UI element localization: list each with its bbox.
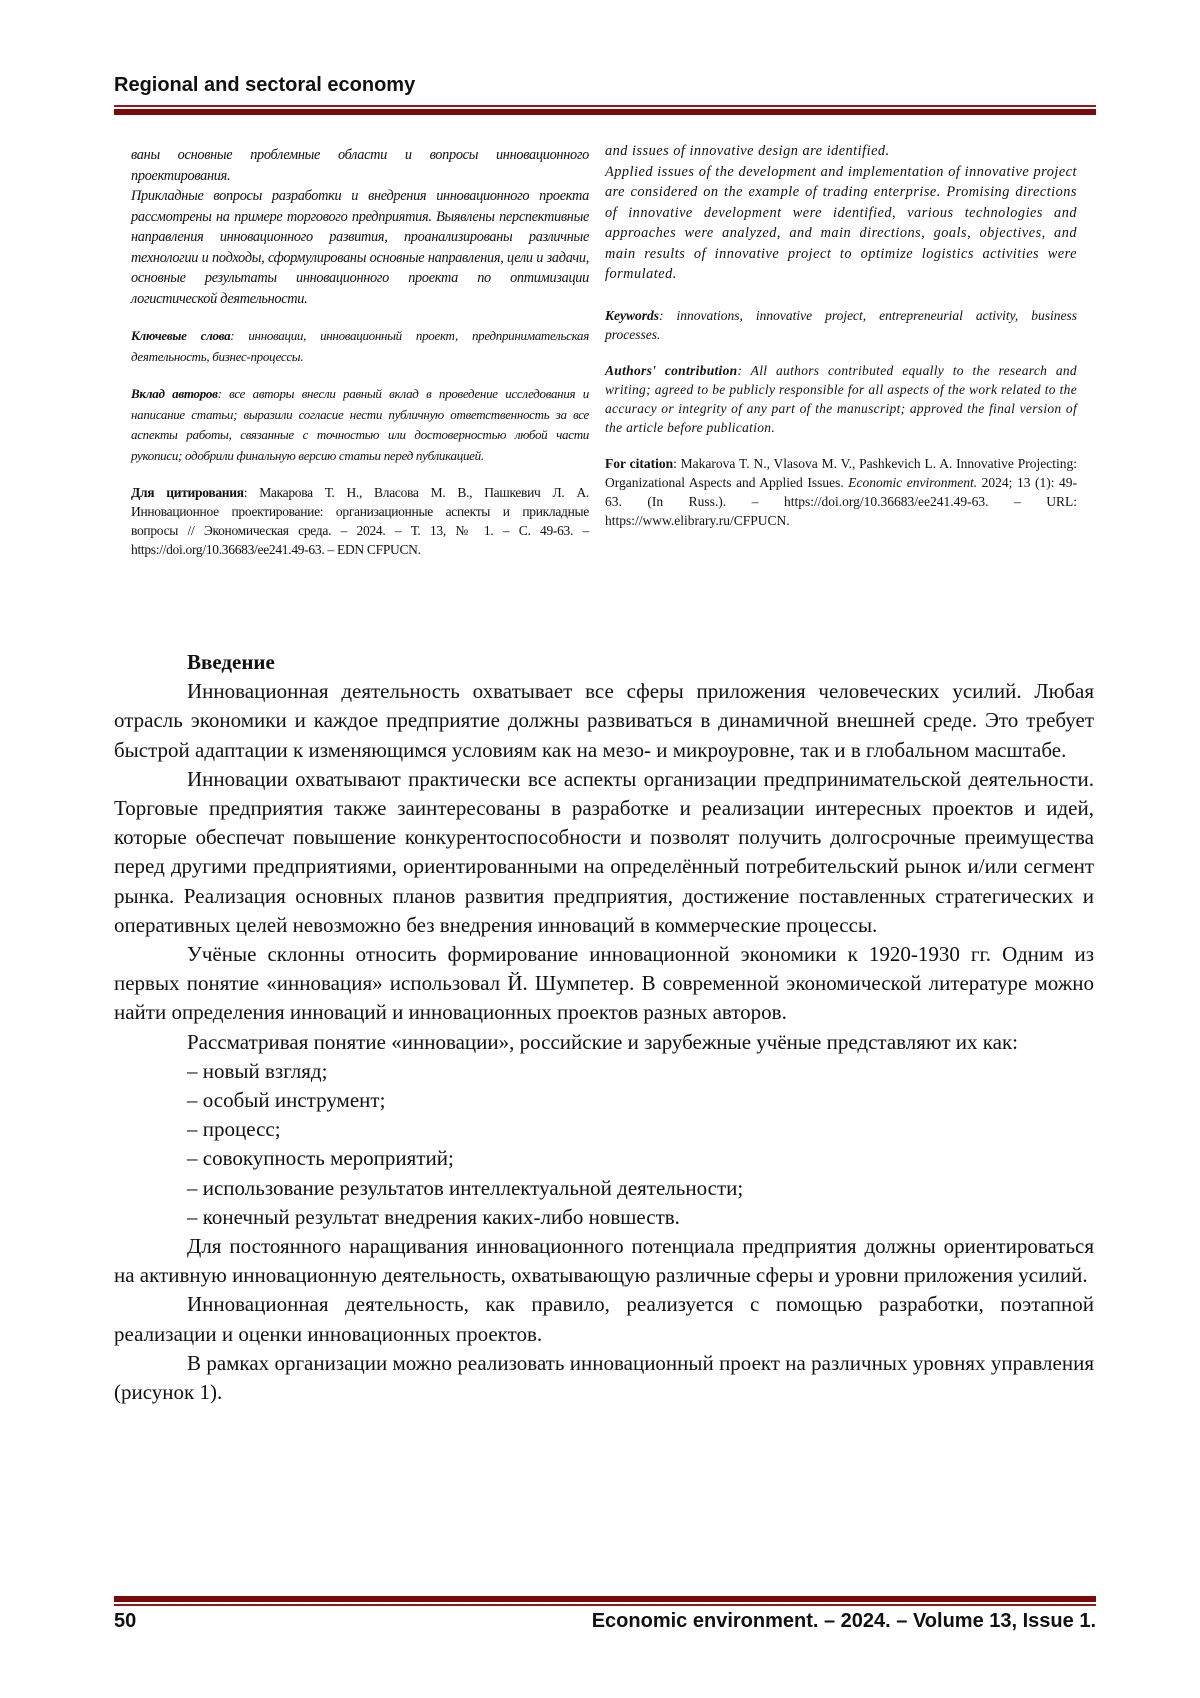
journal-footer: Economic environment. – 2024. – Volume 13, Issue 1. [592,1610,1096,1633]
keywords: : инновации, инновационный проект, предпринимательская деятельность, бизнес-процессы. [131,328,589,364]
header-rule [114,105,1096,115]
citation-journal: Economic environment. [848,475,977,490]
abstract-en [605,141,1077,547]
contribution-label: Вклад авторов [131,386,218,401]
paragraph: Учёные склонны относить формирование инновационной экономики к 1920-1930 гг. Одним из первых понятие «инновация» использовал Й. Шумпетер. В современной экономической литературе можно найти определения инноваций и инновационных проектов разных авторов. [114,940,1094,1028]
citation: : Макарова Т. Н., Власова М. В., Пашкевич Л. А. Инновационное проектирование: организационные аспекты и прикладные вопросы // Экономическая среда. – 2024. – Т. 13, № 1. – С. 49-63. – https://doi.org/10.36683/ee241.49-63. – EDN CFPUCN. [131,485,589,557]
section-heading: Введение [187,648,1094,677]
abstract-ru [131,145,589,576]
contribution-label: Authors' contribution [605,363,737,378]
paragraph: Инновации охватывают практически все аспекты организации предпринимательской деятельности. Торговые предприятия также заинтересованы в разработке и реализации интересных проектов и идей, которые обеспечат повышение конкурентоспособности и позволят получить долгосрочные преимущества перед другими предприятиями, ориентированными на определённый потребительский рынок и/или сегмент рынка. Реализация основных планов развития предприятия, достижение поставленных стратегических и оперативных целей невозможно без внедрения инноваций в коммерческие процессы. [114,765,1094,940]
citation: 2024; 13 (1): 49-63. (In Russ.). – https://doi.org/10.36683/ee241.49-63. – URL: https://www.elibrary.ru/CFPUCN. [605,475,1077,528]
paragraph: Инновационная деятельность, как правило, реализуется с помощью разработки, поэтапной реализации и оценки инновационных проектов. [114,1290,1094,1348]
keywords: : innovations, innovative project, entrepreneurial activity, business processes. [605,308,1077,342]
list-item: – процесс; [187,1115,1094,1144]
abstract-en-text: Applied issues of the development and implementation of innovative project are considered on the example of trading enterprise. Promising directions of innovative development were identified, various technologies and approaches were analyzed, and main directions, goals, objectives, and main results of innovative project to optimize logistics activities were formulated. [605,162,1077,285]
running-header: Regional and sectoral economy [114,74,415,97]
paragraph: Для постоянного наращивания инновационного потенциала предприятия должны ориентироваться на активную инновационную деятельность, охватывающую различные сферы и уровни приложения усилий. [114,1232,1094,1290]
abstract-ru-text: ваны основные проблемные области и вопросы инновационного проектирования. [131,145,589,186]
list-item: – конечный результат внедрения каких-либо новшеств. [187,1203,1094,1232]
list-item: – совокупность мероприятий; [187,1144,1094,1173]
citation-label: For citation [605,456,673,471]
keywords-label: Keywords [605,308,659,323]
list-item: – новый взгляд; [187,1057,1094,1086]
abstract-en-text: and issues of innovative design are identified. [605,141,1077,162]
contribution: : All authors contributed equally to the research and writing; agreed to be publicly responsible for all aspects of the work related to the accuracy or integrity of any part of the manuscript; approved the final version of the article before publication. [605,363,1077,435]
list-item: – использование результатов интеллектуальной деятельности; [187,1174,1094,1203]
contribution: : все авторы внесли равный вклад в проведение исследования и написание статьи; выразили согласие нести публичную ответственность за все аспекты работы, связанные с точностью или достоверностью любой части рукописи; одобрили финальную версию статьи перед публикацией. [131,386,589,463]
page-number: 50 [114,1610,136,1633]
keywords-label: Ключевые слова [131,328,230,343]
article-body [114,648,1094,1407]
list-item: – особый инструмент; [187,1086,1094,1115]
paragraph: Инновационная деятельность охватывает все сферы приложения человеческих усилий. Любая отрасль экономики и каждое предприятие должны развиваться в динамичной внешней среде. Это требует быстрой адаптации к изменяющимся условиям как на мезо- и микроуровне, так и в глобальном масштабе. [114,677,1094,765]
citation-label: Для цитирования [131,485,244,500]
abstract-ru-text: Прикладные вопросы разработки и внедрения инновационного проекта рассмотрены на примере торгового предприятия. Выявлены перспективные направления инновационного развития, проанализированы различные технологии и подходы, сформулированы основные направления, цели и задачи, основные результаты инновационного проекта по оптимизации логистической деятельности. [131,186,589,309]
citation: : Makarova T. N., Vlasova M. V., Pashkevich L. A. Innovative Projecting: Organizational Aspects and Applied Issues. [605,456,1077,490]
paragraph: Рассматривая понятие «инновации», российские и зарубежные учёные представляют их как: [114,1028,1094,1057]
footer-rule [114,1596,1096,1606]
paragraph: В рамках организации можно реализовать инновационный проект на различных уровнях управления (рисунок 1). [114,1349,1094,1407]
